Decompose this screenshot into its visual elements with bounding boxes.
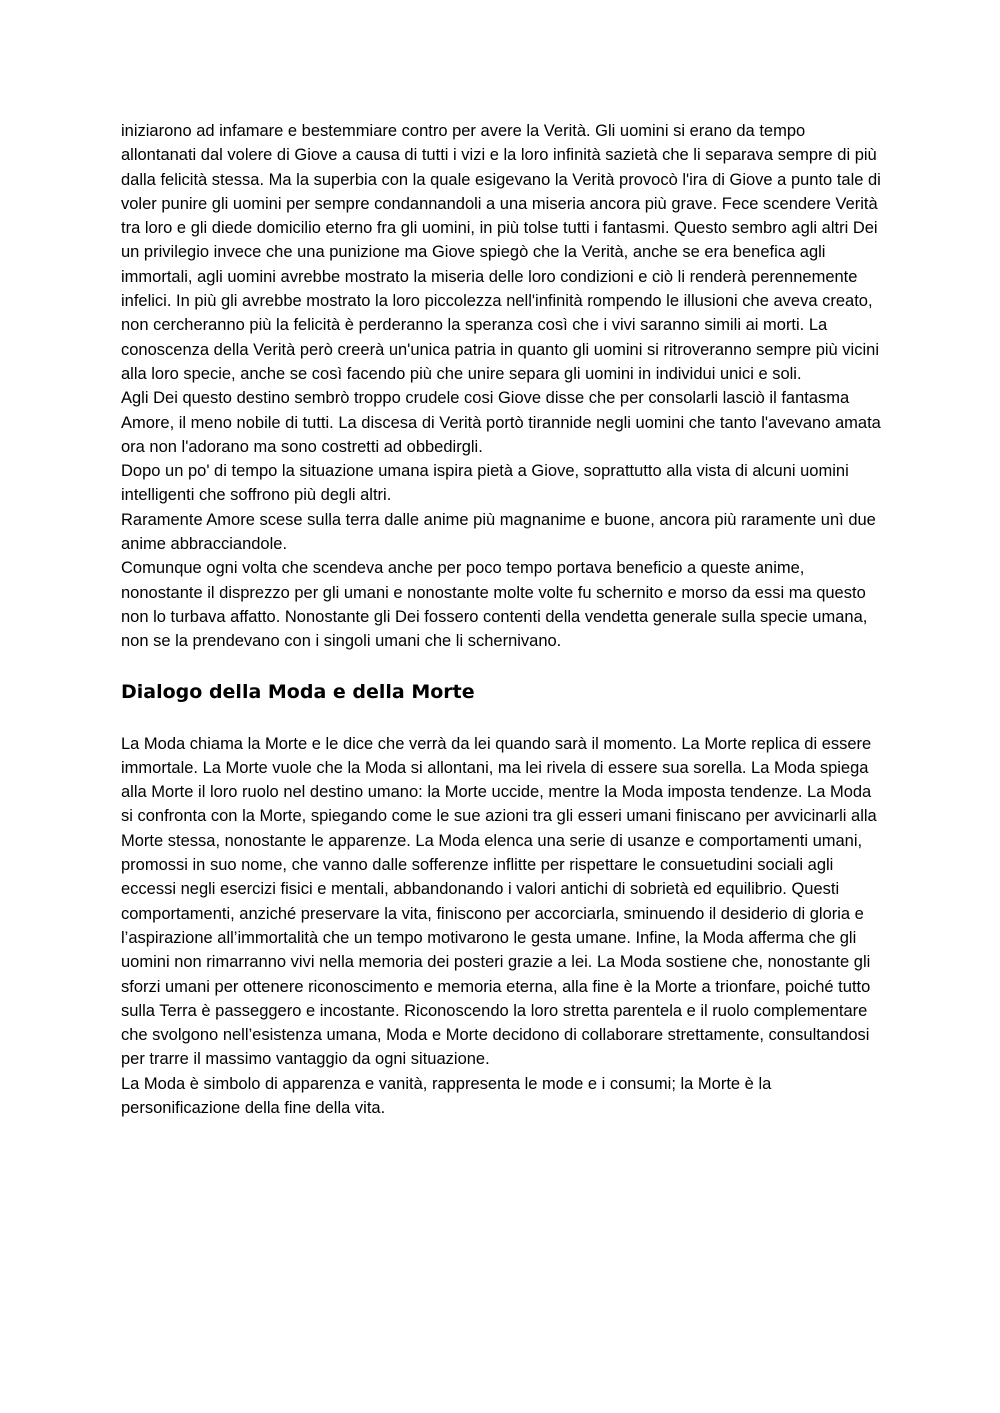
paragraph: iniziarono ad infamare e bestemmiare contro per avere la Verità. Gli uomini si erano da tempo allontanati dal volere di Giove a causa di tutti i vizi e la loro infinità sazietà che li separava sempre di più dalla felicità stessa. Ma la superbia con la quale esigevano la Verità provocò l'ira di Giove a punto tale di voler punire gli uomini per sempre condannandoli a una miseria ancora più grave. Fece scendere Verità tra loro e gli diede domicilio eterno fra gli uomini, in più tolse tutti i fantasmi. Questo sembro agli altri Dei un privilegio invece che una punizione ma Giove spiegò che la Verità, anche se era benefica agli immortali, agli uomini avrebbe mostrato la miseria delle loro condizioni e ciò li renderà perennemente infelici. In più gli avrebbe mostrato la loro piccolezza nell'infinità rompendo le illusioni che aveva creato, non cercheranno più la felicità è perderanno la speranza così che i vivi saranno simili ai morti. La conoscenza della Verità però creerà un'unica patria in quanto gli uomini si ritroveranno sempre più vicini alla loro specie, anche se così facendo più che unire separa gli uomini in individui unici e soli.	[121, 122, 881, 383]
page-content	[121, 119, 881, 1120]
section-heading: Dialogo della Moda e della Morte	[121, 680, 475, 703]
paragraph: La Moda chiama la Morte e le dice che verrà da lei quando sarà il momento. La Morte replica di essere immortale. La Morte vuole che la Moda si allontani, ma lei rivela di essere sua sorella. La Moda spiega alla Morte il loro ruolo nel destino umano: la Morte uccide, mentre la Moda imposta tendenze. La Moda si confronta con la Morte, spiegando come le sue azioni tra gli esseri umani finiscano per avvicinarli alla Morte stessa, nonostante le apparenze. La Moda elenca una serie di usanze e comportamenti umani, promossi in suo nome, che vanno dalle sofferenze inflitte per rispettare le consuetudini sociali agli eccessi negli esercizi fisici e mentali, abbandonando i valori antichi di sobrietà ed equilibrio. Questi comportamenti, anziché preservare la vita, finiscono per accorciarla, sminuendo il desiderio di gloria e l’aspirazione all’immortalità che un tempo motivarono le gesta umane. Infine, la Moda afferma che gli uomini non rimarranno vivi nella memoria dei posteri grazie a lei. La Moda sostiene che, nonostante gli sforzi umani per ottenere riconoscimento e memoria eterna, alla fine è la Morte a trionfare, poiché tutto sulla Terra è passeggero e incostante. Riconoscendo la loro stretta parentela e il ruolo complementare che svolgono nell’esistenza umana, Moda e Morte decidono di collaborare strettamente, consultandosi per trarre il massimo vantaggio da ogni situazione.	[121, 734, 877, 1069]
paragraph: Comunque ogni volta che scendeva anche per poco tempo portava beneficio a queste anime, nonostante il disprezzo per gli umani e nonostante molte volte fu schernito e morso da essi ma questo non lo turbava affatto. Nonostante gli Dei fossero contenti della vendetta generale sulla specie umana, non se la prendevano con i singoli umani che li schernivano.	[121, 559, 868, 651]
paragraph: Raramente Amore scese sulla terra dalle anime più magnanime e buone, ancora più raramente unì due anime abbracciandole.	[121, 510, 876, 554]
paragraph: Amore, il meno nobile di tutti. La discesa di Verità portò tirannide negli uomini che tanto l'avevano amata ora non l'adorano ma sono costretti ad obbedirgli.	[121, 413, 881, 456]
paragraph: Dopo un po' di tempo la situazione umana ispira pietà a Giove, soprattutto alla vista di alcuni uomini intelligenti che soffrono più degli altri.	[121, 462, 849, 505]
paragraph: Agli Dei questo destino sembrò troppo crudele cosi Giove disse che per consolarli lasciò il fantasma	[121, 389, 850, 408]
paragraph: La Moda è simbolo di apparenza e vanità, rappresenta le mode e i consumi; la Morte è la personificazione della fine della vita.	[121, 1074, 772, 1117]
